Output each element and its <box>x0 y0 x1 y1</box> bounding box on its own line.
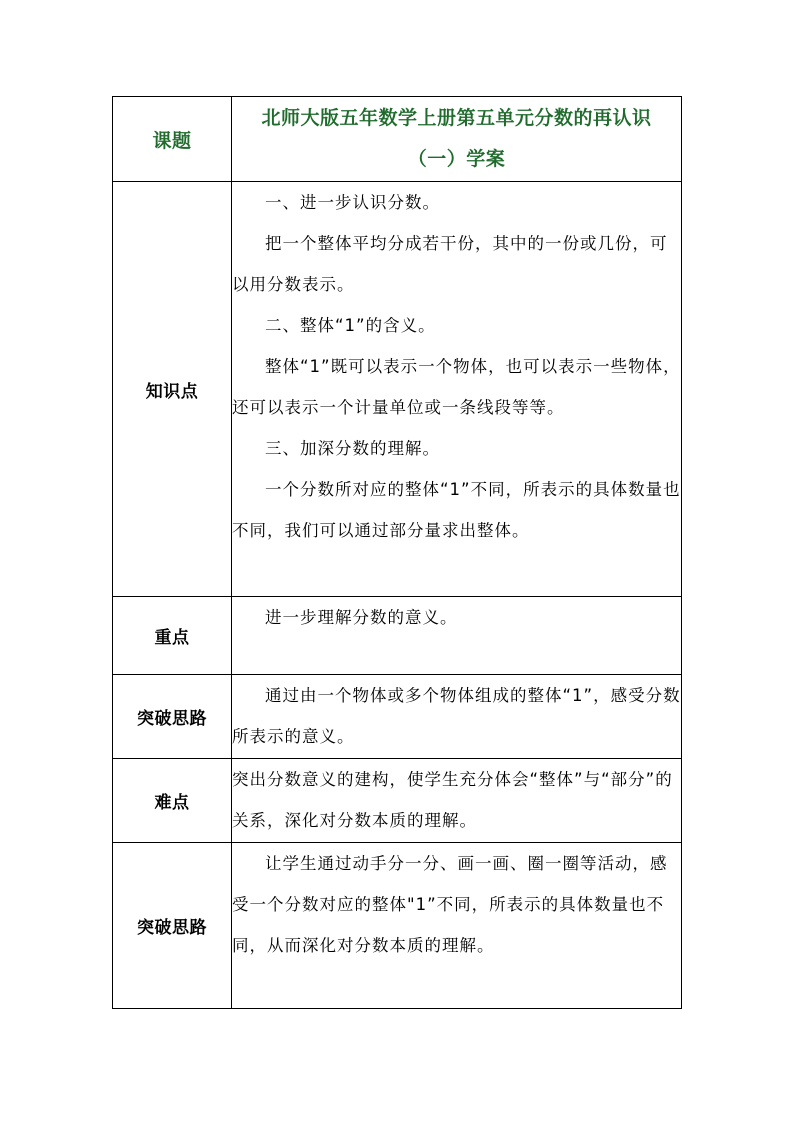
lesson-plan-table <box>112 96 682 1009</box>
approach-1-content <box>232 675 682 759</box>
difficulty-content <box>232 759 682 843</box>
lesson-title-line-1: 北师大版五年数学上册第五单元分数的再认识 <box>261 107 652 129</box>
paragraph: 突出分数意义的建构，使学生充分体会“整体”与“部分”的关系，深化对分数本质的理解。 <box>232 770 673 830</box>
paragraph: 三、加深分数的理解。 <box>265 439 440 458</box>
paragraph: 一个分数所对应的整体“1”不同，所表示的具体数量也不同，我们可以通过部分量求出整体。 <box>232 480 681 540</box>
table-row-approach-2 <box>113 843 682 1009</box>
table-row-knowledge-points <box>113 182 682 597</box>
approach-2-content <box>232 843 682 1009</box>
table-row-key-point <box>113 597 682 675</box>
knowledge-points-content <box>232 182 682 597</box>
paragraph: 把一个整体平均分成若干份，其中的一份或几份，可以用分数表示。 <box>232 234 668 294</box>
key-point-content <box>232 597 682 675</box>
table-row-title <box>113 97 682 182</box>
table-row-difficulty <box>113 759 682 843</box>
paragraph: 让学生通过动手分一分、画一画、圈一圈等活动，感受一个分数对应的整体"1”不同，所表示的具体数量也不同，从而深化对分数本质的理解。 <box>232 854 668 955</box>
paragraph: 二、整体“1”的含义。 <box>265 316 436 335</box>
paragraph: 整体“1”既可以表示一个物体，也可以表示一些物体，还可以表示一个计量单位或一条线段等等。 <box>232 357 681 417</box>
row-label: 知识点 <box>113 182 232 597</box>
row-label: 突破思路 <box>113 843 232 1009</box>
paragraph: 一、进一步认识分数。 <box>265 193 440 212</box>
lesson-title <box>232 97 682 182</box>
paragraph: 进一步理解分数的意义。 <box>265 608 458 627</box>
lesson-title-line-2: （一）学案 <box>407 148 506 170</box>
row-label: 课题 <box>113 97 232 182</box>
row-label: 难点 <box>113 759 232 843</box>
row-label: 突破思路 <box>113 675 232 759</box>
paragraph: 通过由一个物体或多个物体组成的整体“1”，感受分数所表示的意义。 <box>232 686 681 746</box>
table-row-approach-1 <box>113 675 682 759</box>
row-label: 重点 <box>113 597 232 675</box>
